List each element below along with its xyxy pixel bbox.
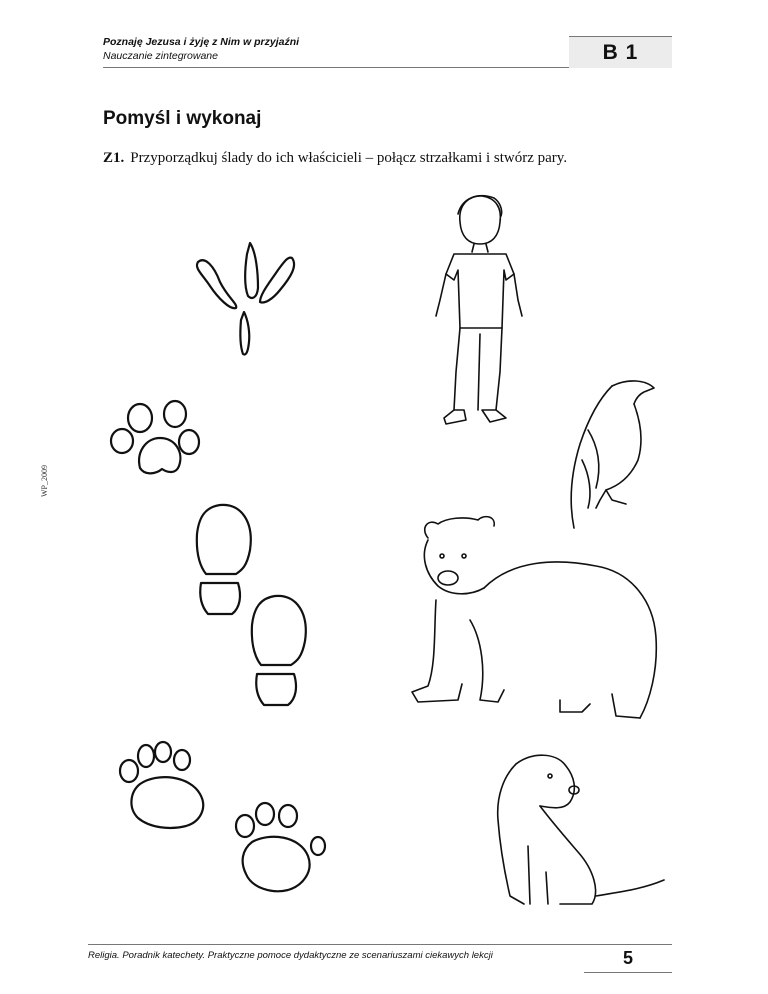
section-badge: B 1: [569, 36, 672, 68]
footer-text: Religia. Poradnik katechety. Praktyczne pomoce dydaktyczne ze scenariuszami ciekawych lekcji: [88, 950, 493, 961]
header-title: Poznaję Jezusa i żyję z Nim w przyjaźni: [103, 36, 300, 48]
task-text: Przyporządkuj ślady do ich właścicieli – połącz strzałkami i stwórz pary.: [130, 150, 568, 166]
bear-paw-prints-icon[interactable]: [120, 742, 325, 891]
page-number: 5: [584, 944, 672, 973]
section-title: Pomyśl i wykonaj: [103, 108, 262, 129]
cat-paw-print-icon[interactable]: [111, 401, 199, 473]
side-code: WP_2009: [40, 465, 49, 497]
shoe-prints-icon[interactable]: [197, 505, 306, 705]
bird-track-icon[interactable]: [197, 243, 294, 355]
task-number: Z1.: [103, 150, 125, 166]
eagle-illustration[interactable]: [571, 381, 654, 528]
dog-illustration[interactable]: [498, 755, 664, 904]
bear-illustration[interactable]: [412, 517, 656, 718]
boy-illustration[interactable]: [436, 196, 522, 424]
header-subtitle: Nauczanie zintegrowane: [103, 50, 218, 62]
